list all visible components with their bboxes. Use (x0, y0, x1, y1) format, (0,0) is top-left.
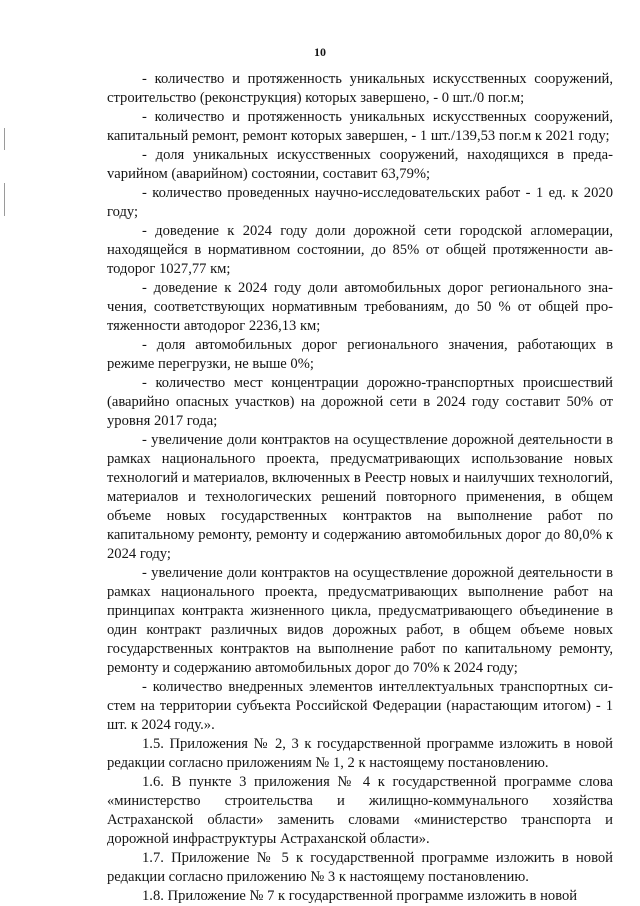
list-item: - количество мест концентрации дорожно-транспортных происшествий (аварийно опасных участков) на дорожной сети в 2024 году составит 50% от уровня 2017 года; (107, 375, 613, 429)
clause-paragraph: 1.7. Приложение № 5 к государственной программе изложить в новой редакции согласно приложению № 3 к настоящему постановлению. (107, 850, 613, 885)
clause-paragraph: 1.8. Приложение № 7 к государственной программе изложить в новой (142, 888, 578, 904)
margin-mark-bottom (4, 183, 5, 216)
list-item: - количество и протяженность уникальных искусственных сооружений, строительство (реконструкция) которых завершено, - 0 шт./0 пог.м; (107, 71, 613, 106)
list-item: - увеличение доли контрактов на осуществление дорожной деятельности в рамках национального проекта, предусматривающих использование новых технологий и материалов, включенных в Реестр новых и наилучших технологий, материалов и технологических решений повторного применения, в общем объеме новых государственных контрактов на выполнение работ по капитальному ремонту, ремонту и содержанию автомобильных дорог до 80,0% к 2024 году; (107, 432, 613, 562)
page-number: 10 (314, 45, 326, 59)
clause-paragraph: 1.6. В пункте 3 приложения № 4 к государственной программе слова «министерство строительства и жилищно-коммунального хозяйства Астраханской области» заменить словами «министерство транспорта и дорожной инфраструктуры Астраханской области». (107, 774, 613, 847)
list-item: - увеличение доли контрактов на осуществление дорожной деятельности в рамках национального проекта, предусматривающих выполнение работ на принципах контракта жизненного цикла, предусматривающего объединение в один контракт различных видов дорожных работ, в общем объеме новых государственных контрактов на выполнение работ по капитальному ремонту, ремонту и содержанию автомобильных дорог до 70% к 2024 году; (107, 565, 613, 676)
clause-paragraph: 1.5. Приложения № 2, 3 к государственной программе изложить в новой редакции согласно приложениям № 1, 2 к настоящему постановлению. (107, 736, 613, 771)
list-item: - доведение к 2024 году доли дорожной сети городской агломерации, находящейся в нормативном состоянии, до 85% от общей протяженности автодорог 1027,77 км; (107, 223, 613, 277)
document-body (107, 70, 613, 906)
margin-mark-top (4, 128, 5, 150)
list-item: - количество внедренных элементов интеллектуальных транспортных систем на территории субъекта Российской Федерации (нарастающим итогом) - 1 шт. к 2024 году.». (107, 679, 613, 733)
list-item: - доля автомобильных дорог регионального значения, работающих в режиме перегрузки, не выше 0%; (107, 337, 613, 372)
list-item: - доля уникальных искусственных сооружений, находящихся в предаvарийном (аварийном) состоянии, составит 63,79%; (107, 147, 613, 182)
list-item: - количество и протяженность уникальных искусственных сооружений, капитальный ремонт, ремонт которых завершен, - 1 шт./139,53 пог.м к 2021 году; (107, 109, 613, 144)
list-item: - количество проведенных научно-исследовательских работ - 1 ед. к 2020 году; (107, 185, 613, 220)
list-item: - доведение к 2024 году доли автомобильных дорог регионального значения, соответствующих нормативным требованиям, до 50 % от общей протяженности автодорог 2236,13 км; (107, 280, 613, 334)
